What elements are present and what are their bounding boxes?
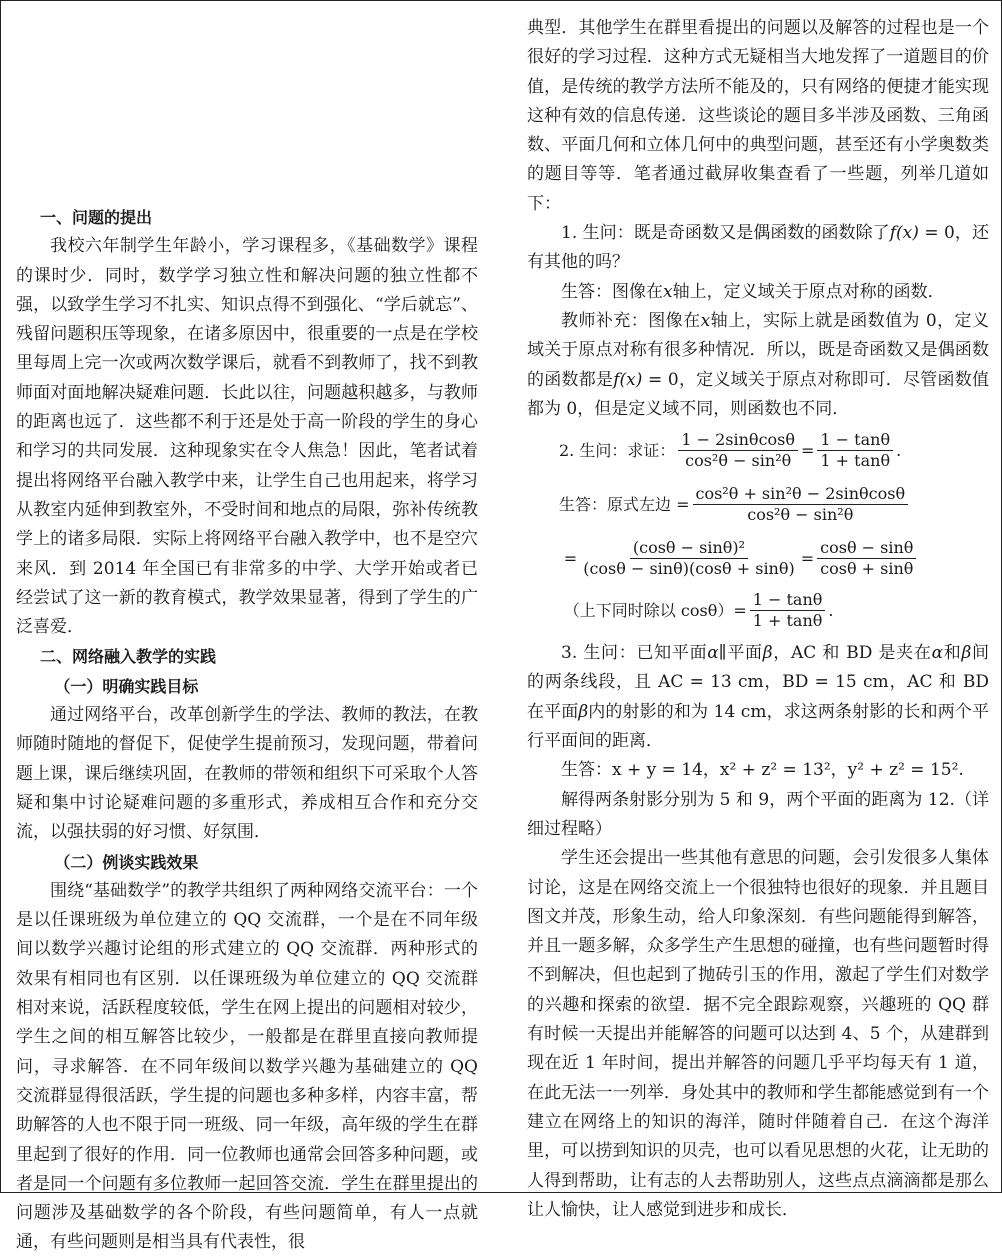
fraction-denominator: 1 + tanθ	[752, 610, 823, 630]
plane-alpha: α	[931, 643, 944, 664]
answer-2-fraction-4	[750, 590, 826, 631]
fraction-denominator: cosθ + sinθ	[820, 558, 914, 578]
fraction-numerator: 1 − tanθ	[750, 590, 826, 611]
teacher-note-text: 教师补充：图像在	[561, 310, 701, 331]
equals-sign: =	[800, 548, 815, 568]
question-3-text: ∥平面	[718, 643, 763, 664]
paragraph-problem: 我校六年制学生年龄小，学习课程多，《基础数学》课程的课时少．同时，数学学习独立性和解决问题的独立性都不强，以致学生学习不扎实、知识点得不到强化、“学后就忘”、残留问题积压等现象，在诸多原因中，很重要的一点是在学校里每周上完一次或两次数学课后，就看不到教师了，找不到教师面对面地解决疑难问题．长此以往，问题越积越多，与教师的距离也远了．这些都不利于还是处于高一阶段的学生的身心和学习的共同发展．这种现象实在令人焦急！因此，笔者试着提出将网络平台融入教学中来，让学生自己也用起来，将学习从教室内延伸到教室外，不受时间和地点的局限，弥补传统教学上的诸多局限．实际上将网络平台融入教学中，也不是空穴来风．到 2014 年全国已有非常多的中学、大学开始或者已经尝试了这一新的教育模式，教学效果显著，得到了学生的广泛喜爱．	[16, 236, 478, 638]
section-heading-1: 一、问题的提出	[40, 208, 153, 227]
fraction-numerator: 1 − tanθ	[817, 430, 893, 451]
question-2	[527, 429, 989, 471]
fraction-numerator: cosθ − sinθ	[817, 538, 916, 559]
teacher-note-text-end: = 0，定义域关于原点对称即可．尽管函数值都为 0，但是定义域不同，则函数也不同．	[527, 369, 990, 419]
paragraph-closing: 学生还会提出一些其他有意思的问题，会引发很多人集体讨论，这是在网络交流上一个很独特也很好的现象．并且题目图文并茂，形象生动，给人印象深刻．有些问题能得到解答，并且一题多解，众多学生产生思想的碰撞，也有些问题暂时得不到解决，但也起到了抛砖引玉的作用，激起了学生们对数学的兴趣和探索的欲望．据不完全跟踪观察，兴趣班的 QQ 群有时候一天提出并能解答的问题可以达到 4、5 个，从建群到现在近 1 年时间，提出并解答的问题几乎平均每天有 1 道，在此无法一一列举．身处其中的教师和学生都能感觉到有一个建立在网络上的知识的海洋，随时伴随着自己．在这个海洋里，可以捞到知识的贝壳，也可以看见思想的火花，让无助的人得到帮助，让有志的人去帮助别人，这些点点滴滴都是那么让人愉快，让人感觉到进步和成长．	[527, 848, 989, 1220]
answer-2-fraction-2	[580, 538, 798, 579]
question-1-function: f(x)	[889, 223, 919, 244]
paragraph-goals: 通过网络平台，改革创新学生的学法、教师的教法，在教师随时随地的督促下，促使学生提前预习，发现问题，带着问题上课，课后继续巩固，在教师的带领和组织下可采取个人答疑和集中讨论疑难问题的多重形式，养成相互合作和充分交流，以强扶弱的好习惯、好氛围．	[16, 705, 478, 843]
answer-2-line-3	[527, 589, 989, 631]
left-column	[16, 203, 478, 1258]
question-2-right-fraction	[817, 430, 893, 471]
answer-2-fraction-1	[693, 484, 909, 525]
paragraph-effects: 围绕“基础数学”的教学共组织了两种网络交流平台：一个是以任课班级为单位建立的 QQ 交流群，一个是在不同年级间以数学兴趣讨论组的形式建立的 QQ 交流群．两种形式的效果有相同也有区别．以任课班级为单位建立的 QQ 交流群相对来说，活跃程度较低，学生在网上提出的问题相对较少，学生之间的相互解答比较少，一般都是在群里直接向教师提问，寻求解答．在不同年级间以数学兴趣为基础建立的 QQ 交流群显得很活跃，学生提的问题也多种多样，内容丰富，帮助解答的人也不限于同一班级、同一年级，高年级的学生在群里起到了很好的作用．同一位教师也通常会回答多种问题，或者是同一个问题有多位教师一起回答交流．学生在群里提出的问题涉及基础数学的各个阶段，有些问题简单，有人一点就通，有些问题则是相当具有代表性，很	[16, 880, 478, 1253]
paragraph-continued: 典型．其他学生在群里看提出的问题以及解答的过程也是一个很好的学习过程．这种方式无疑相当大地发挥了一道题目的价值，是传统的教学方法所不能及的，只有网络的便捷才能实现这种有效的信息传递．这些谈论的题目多半涉及函数、三角函数、平面几何和立体几何中的典型问题，甚至还有小学奥数类的题目等等．笔者通过截屏收集查看了一些题，列举几道如下：	[527, 18, 989, 214]
fraction-denominator: cos²θ − sin²θ	[685, 450, 792, 470]
plane-beta: β	[961, 643, 972, 664]
subsection-heading-1: （一）明确实践目标	[54, 676, 199, 696]
answer-1-text-end: 轴上，定义域关于原点对称的函数．	[672, 281, 945, 302]
plane-beta: β	[762, 643, 773, 664]
question-3-text: 内的射影的和为 14 cm，求这两条射影的长和两个平行平面间的距离．	[527, 701, 989, 752]
question-3-text: ，AC 和 BD 是夹在	[772, 643, 932, 664]
answer-1-var: x	[663, 281, 673, 302]
answer-2-label: 生答：原式左边 =	[559, 494, 690, 514]
question-1	[527, 219, 989, 278]
question-2-left-fraction	[678, 430, 798, 471]
question-3-text: 间的两条线段，且 AC = 13 cm，BD = 15 cm，AC 和 BD 在平面	[527, 643, 990, 722]
fraction-numerator: (cosθ − sinθ)²	[630, 538, 748, 559]
period: .	[896, 440, 902, 460]
question-3-text: 和	[943, 643, 962, 664]
equals-sign: =	[563, 548, 578, 568]
section-heading-2: 二、网络融入教学的实践	[40, 647, 217, 667]
question-3-text: 3. 生问：已知平面	[561, 643, 708, 664]
fraction-denominator: cos²θ − sin²θ	[747, 504, 854, 524]
equals-sign: =	[801, 440, 815, 460]
fraction-denominator: 1 + tanθ	[820, 450, 891, 470]
teacher-note-function: f(x)	[613, 369, 643, 390]
subsection-heading-2: （二）例谈实践效果	[54, 852, 199, 872]
teacher-note-var: x	[700, 310, 711, 331]
period: .	[828, 600, 834, 620]
fraction-numerator: 1 − 2sinθcosθ	[678, 430, 798, 451]
teacher-note-text-mid: 轴上，实际上就是函数值为 0，定义域关于原点对称有很多种情况．所以，既是奇函数又是偶函数的函数都是	[527, 310, 989, 390]
fraction-denominator: (cosθ − sinθ)(cosθ + sinθ)	[583, 558, 795, 578]
answer-2-line-1	[527, 483, 989, 525]
answer-2-fraction-3	[817, 538, 916, 579]
answer-2-line-2	[527, 537, 989, 579]
answer-3: 生答：x + y = 14，x² + z² = 13²，y² + z² = 15².	[561, 760, 964, 781]
answer-1-text: 生答：图像在	[561, 281, 663, 302]
answer-3-result: 解得两条射影分别为 5 和 9，两个平面的距离为 12.（详细过程略）	[527, 789, 989, 839]
question-1-text-end: = 0，还有其他的吗？	[527, 223, 989, 273]
question-2-label: 2. 生问：求证：	[559, 440, 676, 460]
question-1-text: 1. 生问：既是奇函数又是偶函数的函数除了	[561, 223, 890, 244]
plane-alpha: α	[707, 643, 719, 664]
plane-beta: β	[578, 701, 589, 722]
right-column	[527, 14, 989, 1225]
answer-1	[527, 278, 989, 307]
question-3	[527, 639, 989, 756]
teacher-note-1	[527, 307, 989, 424]
fraction-numerator: cos²θ + sin²θ − 2sinθcosθ	[693, 484, 909, 505]
answer-2-note: （上下同时除以 cosθ）=	[563, 600, 747, 620]
